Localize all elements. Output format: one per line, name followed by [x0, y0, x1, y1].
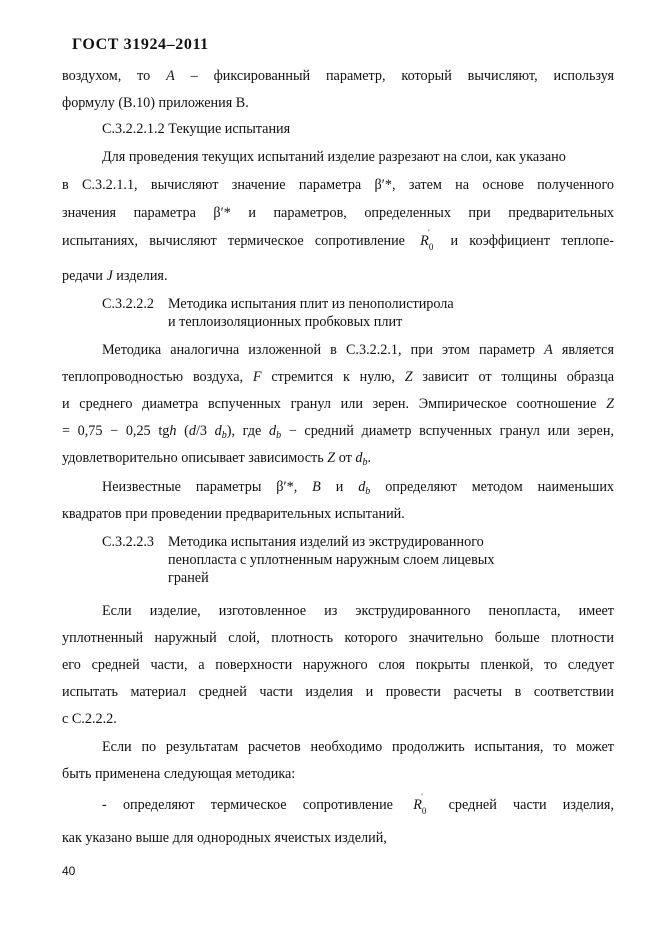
- text-line: Если изделие, изготовленное из экструдированного пенопласта, имеет: [102, 603, 614, 619]
- text-line: испытать материал средней части изделия и провести расчеты в соответствии: [62, 684, 614, 700]
- text-line: Неизвестные параметры β′*, B и $d_b$ определяют методом наименьших: [102, 479, 615, 497]
- r0-symbol: $R_0$ ': [413, 792, 427, 816]
- text-line: Если по результатам расчетов необходимо продолжить испытания, то может: [102, 739, 614, 755]
- text-line: квадратов при проведении предварительных испытаний.: [62, 506, 405, 522]
- text-line: быть применена следующая методика:: [62, 766, 296, 782]
- text-line: с С.2.2.2.: [62, 711, 117, 727]
- text-line: удовлетворительно описывает зависимость Z от $d_b$.: [62, 450, 371, 468]
- section-heading-cont: граней: [168, 570, 209, 586]
- section-heading-cont: и теплоизоляционных пробковых плит: [168, 314, 403, 330]
- document-header: ГОСТ 31924–2011: [72, 36, 209, 53]
- section-heading-number: С.3.2.2.3: [102, 534, 155, 550]
- section-heading-number: С.3.2.2.2: [102, 296, 155, 312]
- text-line: редачи J изделия.: [62, 268, 168, 284]
- text-line: испытаниях, вычисляют термическое сопротивление $R_0$ ' и коэффициент теплопе-: [62, 228, 614, 252]
- text-line: - определяют термическое сопротивление $R_0$ ' средней части изделия,: [102, 792, 614, 816]
- text-line: в С.3.2.1.1, вычисляют значение параметра β′*, затем на основе полученного: [62, 177, 615, 193]
- text-line: Для проведения текущих испытаний изделие разрезают на слои, как указано: [102, 149, 566, 165]
- section-heading: Методика испытания плит из пенополистирола: [168, 296, 454, 312]
- section-heading: С.3.2.2.1.2 Текущие испытания: [102, 121, 291, 137]
- text-line: значения параметра β′* и параметров, определенных при предварительных: [62, 205, 615, 221]
- text-line: и среднего диаметра вспученных гранул или зерен. Эмпирическое соотношение Z: [62, 396, 614, 412]
- text-line: теплопроводностью воздуха, F стремится к нулю, Z зависит от толщины образца: [62, 369, 615, 385]
- text-line: как указано выше для однородных ячеистых изделий,: [62, 830, 387, 846]
- text-line: уплотненный наружный слой, плотность которого значительно больше плотности: [62, 630, 614, 646]
- text-line: Методика аналогична изложенной в С.3.2.2.1, при этом параметр A является: [102, 342, 614, 358]
- text-line: = 0,75 − 0,25 tgh (d/3 $d_b$), где $d_b$ − средний диаметр вспученных гранул или зерен,: [62, 423, 614, 441]
- page-number: 40: [62, 864, 76, 878]
- r0-symbol: $R_0$ ': [420, 228, 434, 252]
- text-line: его средней части, а поверхности наружного слоя покрыты пленкой, то следует: [62, 657, 614, 673]
- section-heading-cont: пенопласта с уплотненным наружным слоем лицевых: [168, 552, 495, 568]
- section-heading: Методика испытания изделий из экструдированного: [168, 534, 484, 550]
- text-line: воздухом, то A – фиксированный параметр, который вычисляют, используя: [62, 68, 614, 84]
- text-line: формулу (В.10) приложения В.: [62, 95, 249, 111]
